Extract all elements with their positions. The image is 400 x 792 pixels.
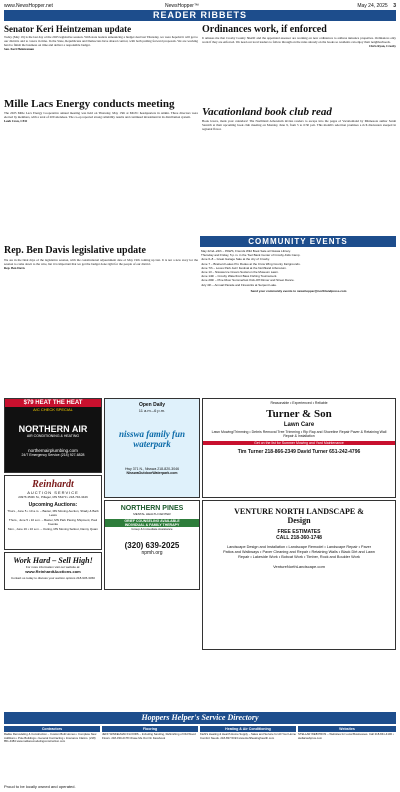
event-item: Thursday and Friday, 5 p.m. in the Tool Bank Center of Crosby-Kids Camp. — [201, 253, 301, 258]
ad-reinhardt[interactable]: Reinhardt AUCTION SERVICE 24976 450th St., Pillager, MN 56473 • 218-746-3426 Upcoming Auctions: Thurs., June 5 • 10 a.m. – Baxter, MN Moving Auction, Shady & Barb Lewis Thurs., June 5 • 10 a.m. – Baxter, MN Park Paving Shipment, Paul Koenke Mon., June 16 • 10 a.m. – Outing, MN Moving Sellout, Danny Quam — [4, 475, 102, 550]
ad-filler — [4, 592, 200, 650]
directory-entry: JEFF WINKELMAN FLOORS – Including Sanding, Refinishing of Old Wood Floors. 218-330-2178 Chase Me Out On Facebook — [102, 733, 196, 740]
article-title-vacationland: Vacationland book club read — [202, 106, 332, 118]
article-body-rep-davis: We are in the final days of the legislative session, with the constitutional adjournment date of May 19th coming up fast. It is not a new story for the session to come down to the wire, but it is important that we get the budget done right for the people of our district. Rep. Ben Davis — [4, 259, 198, 270]
ad-turner-son[interactable]: Reasonable • Experienced • Reliable Turner & Son Lawn Care Lawn Mowing/Trimming • Debris Removal Tree Trimming • Rip Rap and Shoreline Repair Paver & Retaining Wall Repair & Installation Get on the list for Summer Mowing and Yard Maintenance Tim Turner 218-866-2349 David Turner 651-242-4796 — [202, 398, 396, 498]
directory-entry: Radke Remodeling & Construction – Custom Built Homes • Complete New Additions • Pole Buildings • General Contracting • Insurance Claims. (218) 851-4484 www.radkeremodelingconstruction.com — [4, 733, 97, 743]
ad-northern-air[interactable]: $79 HEAT THE HEAT A/C CHECK SPECIAL NORTHERN AIR AIR CONDITIONING & HEATING northernairplumbing.com 24/7 Emergency Service (218) 927-6828 — [4, 398, 102, 473]
article-title-rep-davis: Rep. Ben Davis legislative update — [4, 245, 146, 256]
event-item: June 7th – Loves Park Jazz Festival at the Northland Arboretum. — [201, 265, 287, 270]
section-banner: READER RIBBETS — [4, 10, 396, 21]
event-item: June 13 – Nisswa Ice Cream Social on the Museum Lawn. — [201, 270, 279, 275]
article-title-mille-lacs: Mille Lacs Energy conducts meeting — [4, 98, 175, 110]
ad-headline: $79 HEAT THE HEAT — [5, 399, 101, 407]
category-flooring: Flooring — [102, 726, 198, 732]
event-item: May 22nd–24th – PAWS, Friends Wild Book Sale at Nisswa Library. — [201, 249, 291, 253]
paper-name: NewsHopper™ — [165, 3, 199, 9]
ad-waterpark[interactable]: Open Daily 11 a.m.–6 p.m. nisswa family fun waterpark Hwy 371 N., Nisswa 218-820-3046 NisswaOutdoorWaterpark.com — [104, 398, 200, 498]
ad-venture-north[interactable]: VENTURE NORTH LANDSCAPE & Design FREE ESTIMATES CALL 218-360-1748 Landscape Design and Installation • Landscape Remodel • Landscape Repair • Paver Patios and Walkways • Paver Cleaning and Repair • Retaining Walls • Black Dirt and Lawn Repair • Lakeside Work • Bobcat Work • Timber, Rock and Boulder Work VentureNorthLandscape.com — [202, 500, 396, 650]
article-title-ordinances: Ordinances work, if enforced — [202, 24, 327, 35]
article-title-senator: Senator Keri Heintzeman update — [4, 24, 132, 34]
event-item: June 7 – Brainerd Lakes Pro Rodeo at the Crow Wing County Fairgrounds. — [201, 261, 301, 266]
article-body-mille-lacs: The 2025 Mille Lacs Energy Cooperative annual meeting was held on Thursday, May 15th at MLEC headquarters in Aitkin. Three directors were elected by members, with a total of 209 attendees. The co-op reported strong reliability results and continued investment in its distribution system. Leah Cron, CEO — [4, 112, 198, 123]
category-websites: Websites — [298, 726, 396, 732]
event-item: July 4th – Annual Parade and Fireworks at Serpent Lake. — [201, 282, 277, 287]
ad-northern-pines[interactable]: NORTHERN PINES MENTAL HEALTH CENTER GRIEF COUNSELING AVAILABLE INDIVIDUAL & FAMILY THERAPY Group & Immediate Assistance (320) 639-2025 npmh.org — [104, 500, 200, 590]
article-body-senator: Today (May 19) is the last day of the 2025 legislative session. With state leaders announcing a budget deal last Thursday, we were hopeful it will get to our districts and to voters in time. In the State, Republicans and Democrats have shared control, with both putting forward proposals. We are working hard to finish the business on time and deliver a responsible budget. Sen. Keri Heintzeman — [4, 36, 198, 51]
event-item: June 20th – Pine River Summerfest Kick-Off Dinner and Street Dance. — [201, 278, 295, 283]
category-contractors: Contractors — [4, 726, 100, 732]
category-heating: Heating & Air Conditioning — [200, 726, 296, 732]
community-events-banner: COMMUNITY EVENTS — [200, 236, 396, 247]
page-date: May 24, 2025 3 — [357, 3, 396, 9]
page-footer: Proud to be locally owned and operated. — [4, 784, 76, 789]
article-body-ordinances: It amuses me that Crosby County Sheriff and the appointed assessor are working on new ordinances to address nuisance properties. Ordinances only work if they are enforced. We need our local leaders to follow through on the rules already on the books so residents can enjoy their neighborhoods. Chris Ryan, Crosby — [202, 37, 396, 48]
directory-entry: Kiehl's Heating & Hearth Home Supply – Sales and Service for All Your Home Comfort Needs. 218-837-5193 www.kiehlheatinghearth.com — [200, 733, 296, 740]
community-events-list — [201, 249, 396, 394]
ad-work-hard[interactable]: Work Hard – Sell High! For more information visit our website at: www.ReinhardtAuctions.com Contact us today to discuss your auction options 218-945-3360 — [4, 552, 102, 590]
directory-entry: STELLAR WEB PROS – Websites for Local Businesses. Call 218-841-4100 • stellarwebpros.com — [298, 733, 394, 740]
service-directory-banner: Hoppers Helper's Service Directory — [4, 712, 396, 724]
site-url[interactable]: www.NewsHopper.net — [4, 3, 53, 9]
waterpark-logo: nisswa family fun waterpark — [118, 429, 185, 449]
event-item: June 14th – Crosby Waterfront Bass Fishing Tournament. — [201, 274, 278, 279]
event-item: June 6–8 – Great Garage Sale at the city of Crosby. — [201, 257, 270, 262]
events-footer: Send your community events to newshopper@northlandpress.com — [250, 288, 347, 293]
northern-air-logo: NORTHERN AIR — [18, 424, 88, 434]
article-body-vacationland: Book lovers, mark your calendars! The Northland Arboretum invites readers to escape into the pages of Vacationland by Minnesota author Sarah Stonich at their upcoming book club meeting on Monday, June 9, from 5 to 6:30 p.m. This month's selection promises a rich discussion steeped in regional flavor. — [202, 120, 396, 131]
